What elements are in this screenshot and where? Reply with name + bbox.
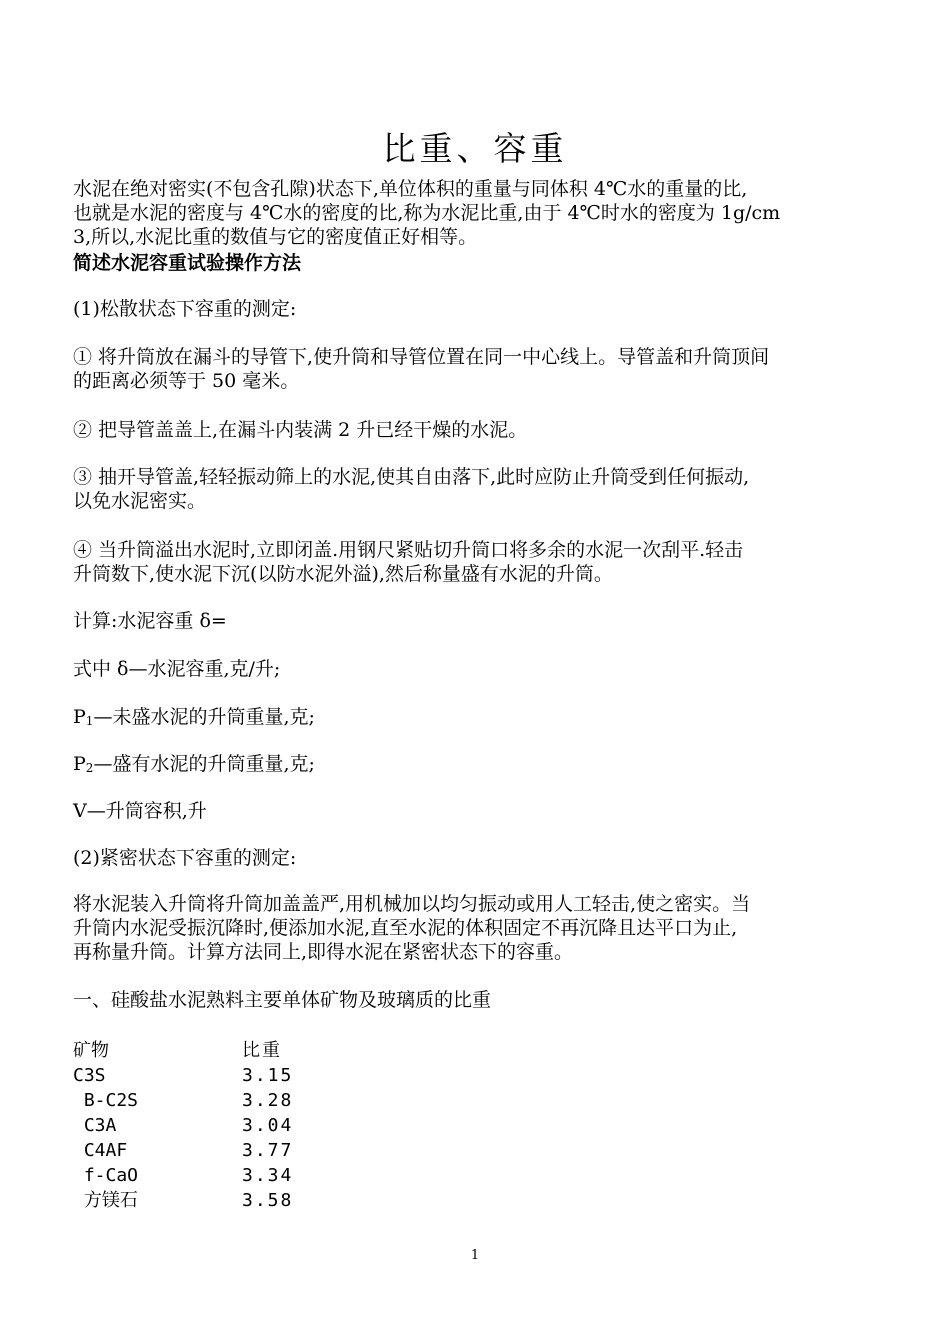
step-line: ③ 抽开导管盖,轻轻振动筛上的水泥,使其自由落下,此时应防止升筒受到任何振动, [73, 466, 750, 488]
mineral-gravity: 3.28 [242, 1090, 294, 1111]
mineral-name: C4AF [73, 1140, 128, 1161]
table-row [73, 1163, 293, 1188]
step-line: 的距离必须等于 50 毫米。 [73, 370, 300, 392]
p1-letter: P [73, 706, 86, 728]
intro-line: 3,所以,水泥比重的数值与它的密度值正好相等。 [73, 226, 478, 248]
header-mineral: 矿物 [73, 1040, 109, 1061]
loose-step-3 [73, 465, 749, 513]
dense-line: 升筒内水泥受振沉降时,便添加水泥,直至水泥的体积固定不再沉降且达平口为止, [73, 917, 738, 939]
formula-p2 [73, 752, 315, 780]
section-one-heading: 一、硅酸盐水泥熟料主要单体矿物及玻璃质的比重 [73, 989, 492, 1011]
p1-subscript: 1 [85, 714, 94, 728]
p2-subscript: 2 [85, 761, 94, 775]
loose-heading: (1)松散状态下容重的测定: [73, 298, 297, 320]
intro-line: 也就是水泥的密度与 4℃水的密度的比,称为水泥比重,由于 4℃时水的密度为 1g/cm [73, 202, 781, 224]
page-number: 1 [470, 1248, 480, 1263]
mineral-gravity: 3.58 [242, 1190, 294, 1211]
dense-body [73, 892, 750, 964]
table-header [73, 1038, 293, 1063]
dense-line: 将水泥装入升筒将升筒加盖盖严,用机械加以均匀振动或用人工轻击,使之密实。当 [73, 893, 751, 915]
formula-v: V—升筒容积,升 [73, 800, 207, 822]
table-row [73, 1188, 293, 1213]
loose-step-2: ② 把导管盖盖上,在漏斗内装满 2 升已经干燥的水泥。 [73, 419, 528, 441]
mineral-gravity: 3.04 [242, 1115, 294, 1136]
table-row [73, 1113, 293, 1138]
table-row [73, 1088, 293, 1113]
mineral-name: C3A [73, 1115, 117, 1136]
calc-formula: 计算:水泥容重 δ= [73, 610, 227, 632]
mineral-name: f-CaO [73, 1165, 139, 1186]
mineral-name: C3S [73, 1065, 106, 1086]
header-gravity: 比重 [242, 1040, 282, 1061]
step-line: ④ 当升筒溢出水泥时,立即闭盖.用钢尺紧贴切升筒口将多余的水泥一次刮平.轻击 [73, 539, 744, 561]
p2-letter: P [73, 753, 86, 775]
p2-text: —盛有水泥的升筒重量,克; [93, 753, 315, 775]
table-row [73, 1063, 293, 1088]
loose-step-1 [73, 345, 769, 393]
mineral-gravity: 3.34 [242, 1165, 294, 1186]
step-line: 升筒数下,使水泥下沉(以防水泥外溢),然后称量盛有水泥的升筒。 [73, 563, 613, 585]
mineral-name: 方镁石 [73, 1190, 138, 1211]
section-heading: 简述水泥容重试验操作方法 [73, 252, 302, 274]
dense-line: 再称量升筒。计算方法同上,即得水泥在紧密状态下的容重。 [73, 941, 574, 963]
mineral-table [73, 1038, 293, 1213]
mineral-gravity: 3.77 [242, 1140, 294, 1161]
step-line: 以免水泥密实。 [73, 490, 207, 512]
intro-line: 水泥在绝对密实(不包含孔隙)状态下,单位体积的重量与同体积 4℃水的重量的比, [73, 178, 748, 200]
loose-step-4 [73, 538, 743, 586]
step-line: ① 将升筒放在漏斗的导管下,使升筒和导管位置在同一中心线上。导管盖和升筒顶间 [73, 346, 770, 368]
formula-where: 式中 δ—水泥容重,克/升; [73, 658, 281, 680]
dense-heading: (2)紧密状态下容重的测定: [73, 847, 297, 869]
intro-paragraph [73, 177, 895, 249]
p1-text: —未盛水泥的升筒重量,克; [93, 706, 315, 728]
formula-p1 [73, 705, 315, 733]
mineral-gravity: 3.15 [242, 1065, 294, 1086]
table-row [73, 1138, 293, 1163]
mineral-name: B-C2S [73, 1090, 139, 1111]
page-title: 比重、容重 [382, 129, 568, 168]
